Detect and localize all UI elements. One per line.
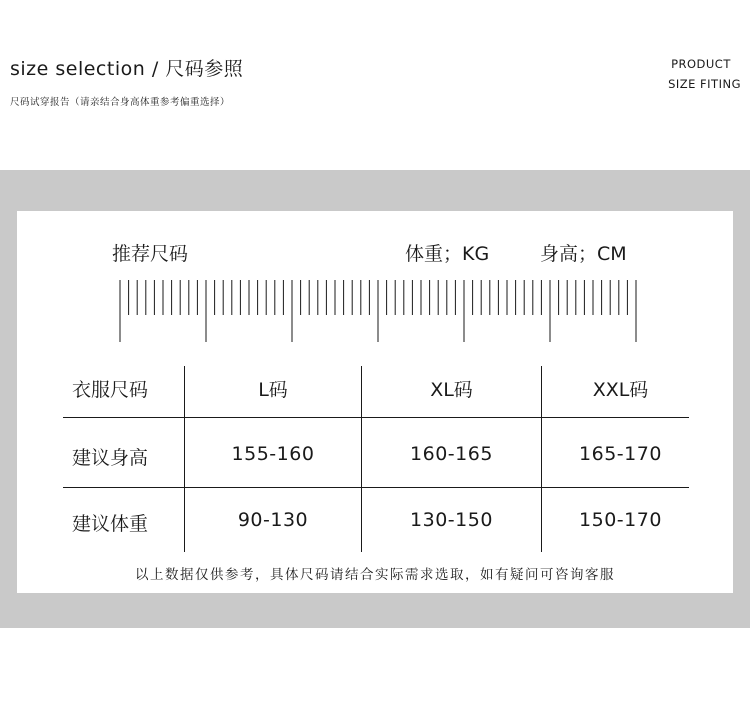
product-label: PRODUCT xyxy=(671,57,731,71)
table-cell-weight-xl: 130-150 xyxy=(410,509,493,531)
table-divider-h1 xyxy=(63,417,689,418)
table-row-weight-label: 建议体重 xyxy=(72,513,149,535)
weight-unit-label: 体重；KG xyxy=(405,243,490,265)
page-title: size selection / 尺码参照 xyxy=(10,58,244,80)
table-divider-h2 xyxy=(63,487,689,488)
height-unit-label: 身高；CM xyxy=(540,243,627,265)
table-cell-height-xl: 160-165 xyxy=(410,443,493,465)
table-header-size: 衣服尺码 xyxy=(72,379,149,401)
size-chart-card xyxy=(17,211,733,593)
recommend-size-label: 推荐尺码 xyxy=(112,243,189,265)
table-cell-weight-xxl: 150-170 xyxy=(579,509,662,531)
table-cell-height-xxl: 165-170 xyxy=(579,443,662,465)
table-cell-weight-l: 90-130 xyxy=(237,509,309,531)
table-header-xxl: XXL码 xyxy=(592,379,649,401)
size-fiting-label: SIZE FITING xyxy=(668,77,741,91)
table-header-l: L码 xyxy=(258,379,288,401)
table-row-height-label: 建议身高 xyxy=(72,447,149,469)
table-cell-height-l: 155-160 xyxy=(231,443,315,465)
page-subtitle: 尺码试穿报告（请亲结合身高体重参考偏重选择） xyxy=(10,97,231,108)
disclaimer-note: 以上数据仅供参考，具体尺码请结合实际需求选取，如有疑问可咨询客服 xyxy=(135,567,615,583)
table-header-xl: XL码 xyxy=(430,379,473,401)
product-size-fiting-label xyxy=(668,54,741,94)
